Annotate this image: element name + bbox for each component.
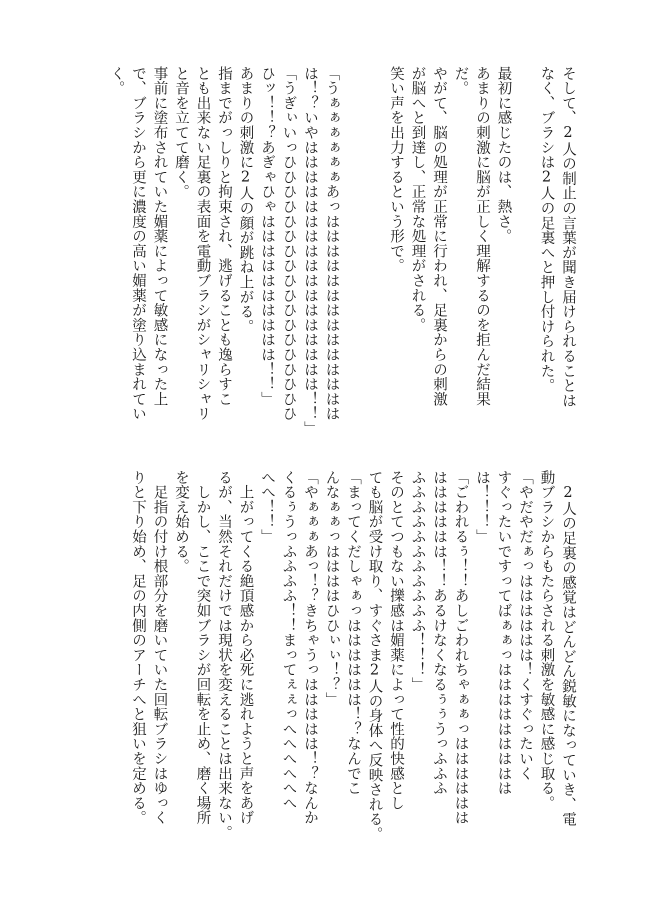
text-block-lower [127,470,579,842]
text-line: なく、ブラシは2人の足裏へと押し付けられた。 [538,66,555,394]
text-line: あまりの刺激に脳が正しく理解するのを拒んだ結果 [474,66,490,407]
text-line: 笑い声を出力するという形で。 [388,66,404,274]
blank-line [363,66,385,406]
text-line: ても脳が受け取り、すぐさま2人の身体へ反映される。 [366,470,383,842]
text-line: へへ！！」 [259,470,275,544]
text-block-upper [105,66,578,436]
text-line: そのとてつもない擽感は媚薬によって性的快感とし [388,470,404,811]
text-line: 上がってくる絶頂感から必死に逃れようと声をあげ [237,470,254,826]
text-line: すぐったいですってばぁぁっははははははははは [495,470,512,796]
text-line: で、ブラシから更に濃度の高い媚薬が塗り込まれてい [130,66,146,422]
blank-line [514,66,536,406]
text-line: るが、当然それだけでは現状を変えることは出来ない。 [216,470,232,840]
text-line: 足指の付け根部分を磨いていた回転ブラシはゆっく [151,470,168,826]
blank-line [342,66,364,406]
text-line: とも出来ない足裏の表面を電動ブラシがシャリシャリ [194,66,211,422]
text-line: しかし、ここで突如ブラシが回転を止め、磨く場所 [194,470,211,826]
text-line: くるぅうっふふふふ！！まってぇぇっへへへへへへ [280,470,297,811]
text-line: んなぁぁっははははひひぃぃ！？」 [323,470,340,707]
text-line: やがて、脳の処理が正常に行われ、足裏からの刺激 [431,66,447,407]
text-line: と音を立てて磨く。 [173,66,189,200]
text-line: く。 [108,66,125,96]
text-line: りと下り始め、足の内側のアーチへと狙いを定める。 [130,470,146,826]
text-line: を変え始める。 [173,470,189,574]
text-line: は！？いやははははははははははははははははは！！」 [302,66,318,436]
text-line: 「ごわれるぅ！！あしごわれちゃぁぁっはははははは [452,470,469,826]
text-line: が脳へと到達し、正常な処理がされる。 [409,66,426,333]
text-line: 「やぁぁぁあっ！？きちゃうっははははは！？なんか [302,470,318,826]
text-line: そして、2人の制止の言葉が聞き届けられることは [560,66,576,408]
text-line: 指までがっしりと拘束され、逃げることも逸らすこ [216,66,232,407]
text-line: 「やだやだぁっはははははは！くすぐったいく [517,470,533,781]
text-line: あまりの刺激に2人の顔が跳ね上がる。 [237,66,254,334]
text-line: ひッ！！？あぎゃひゃはははははははははは！！」 [259,66,275,407]
text-line: は！！！」 [474,470,490,544]
text-line: 「まってくだしゃぁっはははははは！？なんでこ [345,470,361,796]
text-line: はははははは！！あるけなくなるぅぅうっふふふ [431,470,447,796]
text-line: 事前に塗布されていた媚薬によって敏感になった上 [151,66,168,407]
text-line: だ。 [452,66,469,96]
text-line: 最初に感じたのは、熱さ。 [495,66,512,244]
text-line: 動ブラシからもたらされる刺激を敏感に感じ取る。 [538,470,555,811]
text-line: 2人の足裏の感覚はどんどん鋭敏になっていき、電 [560,470,576,827]
text-line: 「うぎぃいっひひひひひひひひひひひひひひひひひひ [280,66,297,422]
text-line: 「うぁぁぁぁぁぁあっはははははははははははははは [323,66,340,422]
text-line: ふふふふふふふふふふふ！！！」 [409,470,426,692]
